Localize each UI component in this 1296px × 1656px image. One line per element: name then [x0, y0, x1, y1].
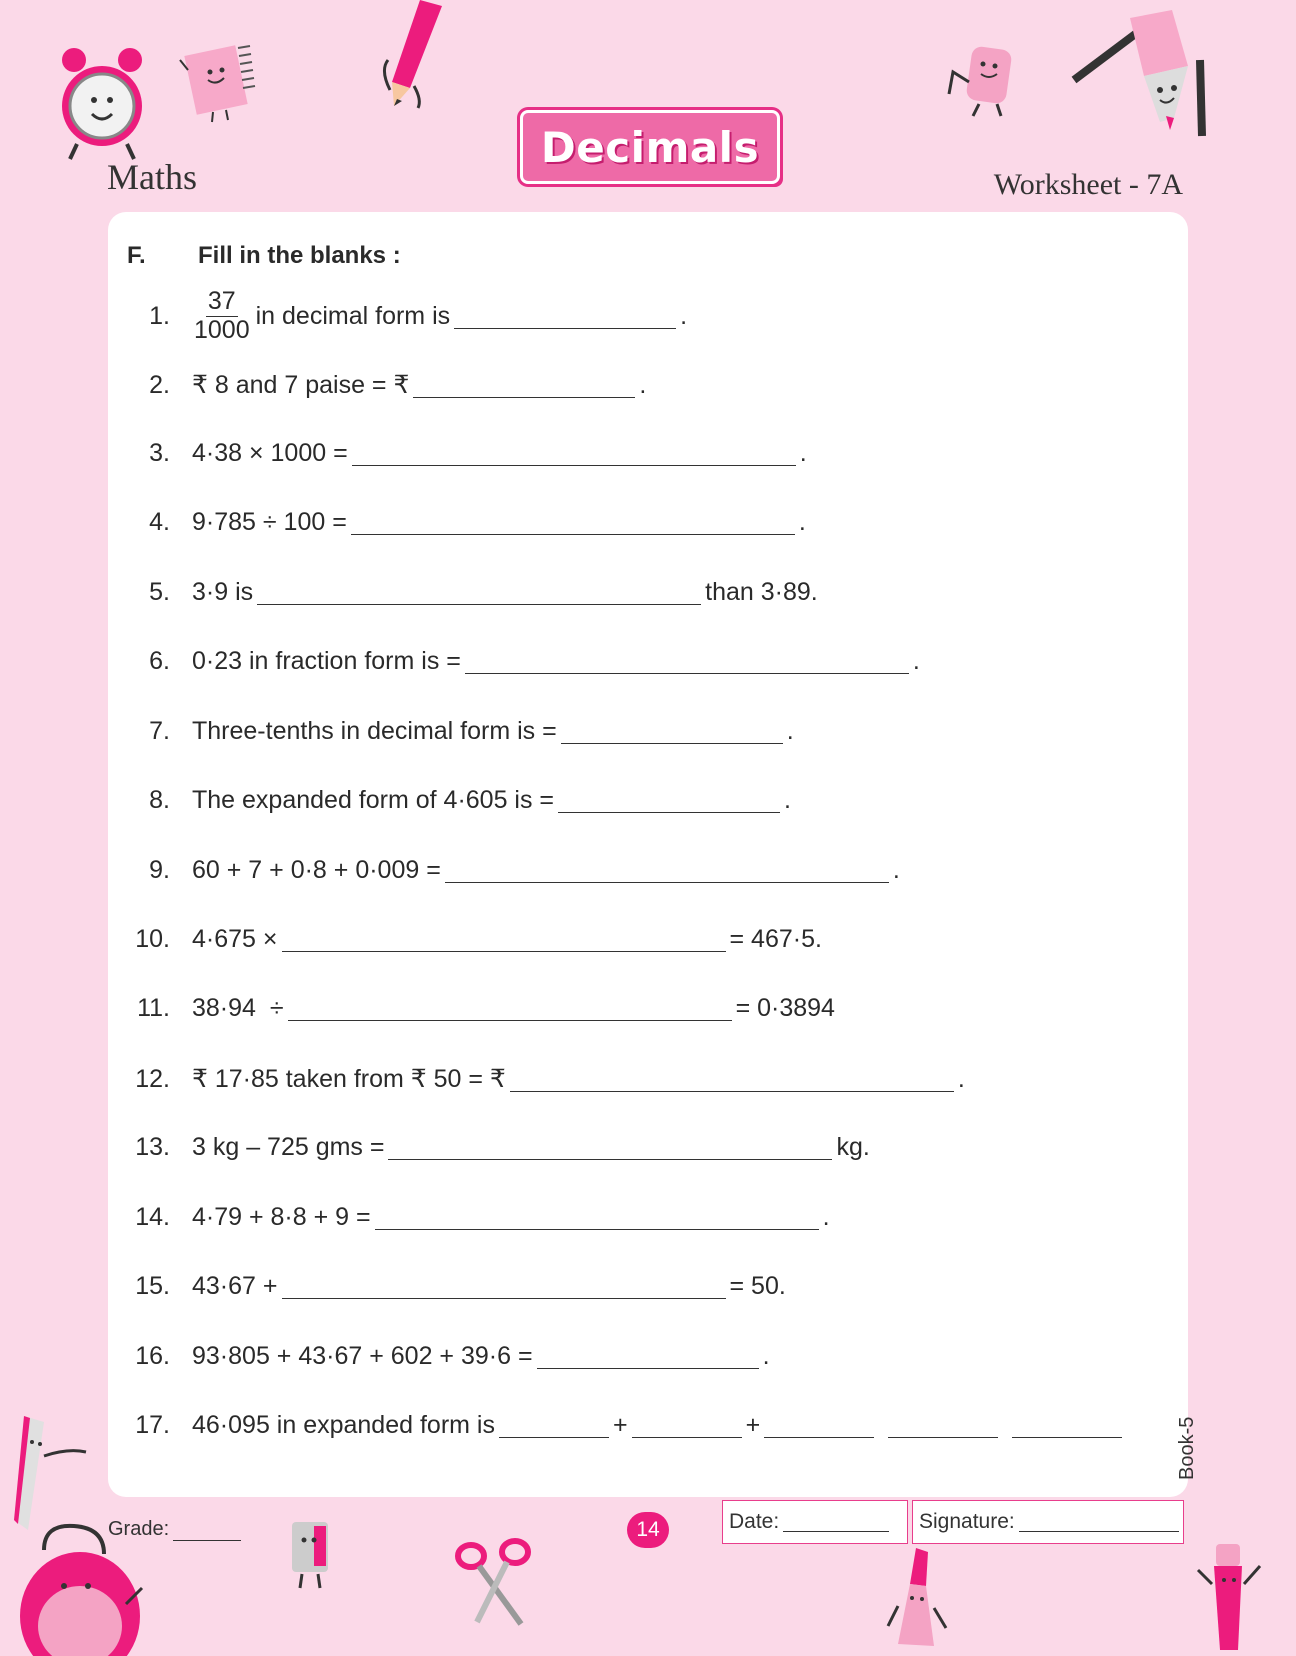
signature-input[interactable] — [1019, 1513, 1179, 1532]
answer-blank[interactable] — [282, 927, 726, 952]
question-text: 93·805 + 43·67 + 602 + 39·6 = — [192, 1342, 533, 1370]
question-16 — [120, 1342, 770, 1371]
question-8 — [120, 786, 791, 815]
question-tail: . — [762, 1342, 770, 1370]
question-9 — [120, 856, 900, 885]
date-label: Date: — [729, 1510, 780, 1533]
question-text: 0·23 in fraction form is = — [192, 647, 461, 675]
grade-input[interactable] — [173, 1522, 241, 1541]
question-number: 12. — [135, 1064, 170, 1093]
answer-blank[interactable] — [288, 996, 732, 1021]
question-5 — [120, 578, 818, 607]
question-tail: = 50. — [729, 1272, 786, 1300]
question-tail: . — [680, 301, 688, 330]
answer-blank[interactable] — [537, 1344, 759, 1369]
sharpener-icon — [284, 1518, 344, 1590]
question-text: 4·675 × — [192, 925, 278, 953]
pen-icon — [1194, 1540, 1268, 1656]
fraction-denominator: 1000 — [194, 315, 250, 344]
question-number: 1. — [149, 301, 170, 330]
title-badge — [520, 110, 780, 184]
pencil-character-icon — [1070, 4, 1210, 140]
question-6 — [120, 647, 920, 676]
question-number: 5. — [149, 578, 170, 606]
notepad-icon — [178, 40, 258, 125]
eraser-icon — [945, 42, 1025, 122]
question-14 — [120, 1203, 830, 1232]
answer-blank[interactable] — [632, 1413, 742, 1438]
question-tail: than 3·89. — [705, 578, 818, 606]
question-tail: . — [639, 370, 647, 399]
question-number: 3. — [149, 439, 170, 467]
question-text: ₹ 8 and 7 paise = ₹ — [192, 371, 410, 399]
question-text: 3 kg – 725 gms = — [192, 1133, 385, 1161]
answer-blank[interactable] — [558, 788, 780, 813]
question-text: 3·9 is — [192, 578, 254, 606]
question-number: 15. — [135, 1272, 170, 1300]
signature-field — [912, 1500, 1184, 1544]
question-tail: kg. — [836, 1133, 870, 1161]
fraction — [192, 288, 252, 344]
question-number: 8. — [149, 786, 170, 814]
question-text: 60 + 7 + 0·8 + 0·009 = — [192, 856, 441, 884]
book-label: Book-5 — [1176, 1416, 1198, 1480]
worksheet-label: Worksheet - 7A — [993, 168, 1183, 201]
question-3 — [120, 439, 807, 468]
question-number: 2. — [149, 370, 170, 399]
answer-blank[interactable] — [465, 649, 909, 674]
question-number: 7. — [149, 717, 170, 745]
answer-blank[interactable] — [888, 1413, 998, 1438]
question-11 — [120, 994, 835, 1023]
question-number: 17. — [135, 1411, 170, 1439]
question-number: 10. — [135, 925, 170, 953]
question-number: 16. — [135, 1342, 170, 1370]
question-7 — [120, 717, 794, 746]
question-1 — [120, 286, 687, 346]
fraction-numerator: 37 — [207, 287, 236, 315]
question-number: 9. — [149, 856, 170, 884]
answer-blank[interactable] — [282, 1274, 726, 1299]
answer-blank[interactable] — [561, 719, 783, 744]
question-2 — [120, 370, 646, 400]
answer-blank[interactable] — [352, 441, 796, 466]
alarm-clock-icon — [52, 44, 152, 164]
plus-sign: + — [612, 1411, 628, 1439]
question-number: 13. — [135, 1133, 170, 1161]
question-13 — [120, 1133, 870, 1162]
question-text: 43·67 + — [192, 1272, 278, 1300]
question-10 — [120, 925, 822, 954]
question-tail: . — [798, 508, 806, 536]
question-tail: . — [799, 439, 807, 467]
question-text: 9·785 ÷ 100 = — [192, 508, 347, 536]
question-text: 46·095 in expanded form is — [192, 1411, 495, 1439]
answer-blank[interactable] — [375, 1205, 819, 1230]
section-title: Fill in the blanks : — [198, 242, 401, 269]
answer-blank[interactable] — [454, 304, 676, 329]
signature-label: Signature: — [919, 1510, 1015, 1533]
question-17 — [120, 1411, 1126, 1440]
answer-blank[interactable] — [257, 580, 701, 605]
answer-blank[interactable] — [510, 1067, 954, 1092]
page-title: Decimals — [540, 122, 760, 172]
grade-label: Grade: — [108, 1518, 170, 1540]
answer-blank[interactable] — [388, 1135, 832, 1160]
worksheet-card — [108, 212, 1188, 1497]
question-tail: = 467·5. — [729, 925, 822, 953]
question-4 — [120, 508, 806, 537]
ruler-icon — [8, 1410, 98, 1535]
answer-blank[interactable] — [1012, 1413, 1122, 1438]
question-tail: . — [786, 717, 794, 745]
question-15 — [120, 1272, 786, 1301]
date-field — [722, 1500, 908, 1544]
plus-sign: + — [745, 1411, 761, 1439]
question-text: The expanded form of 4·605 is = — [192, 786, 555, 814]
question-tail: . — [822, 1203, 830, 1231]
answer-blank[interactable] — [413, 373, 635, 398]
answer-blank[interactable] — [445, 858, 889, 883]
question-tail: . — [892, 856, 900, 884]
question-text: 4·38 × 1000 = — [192, 439, 348, 467]
question-12 — [120, 1064, 965, 1094]
question-number: 4. — [149, 508, 170, 536]
answer-blank[interactable] — [351, 510, 795, 535]
answer-blank[interactable] — [499, 1413, 609, 1438]
question-text: 4·79 + 8·8 + 9 = — [192, 1203, 371, 1231]
subject-label: Maths — [107, 157, 197, 197]
question-tail: . — [784, 786, 791, 814]
question-number: 14. — [135, 1203, 170, 1231]
pencil-icon — [380, 0, 450, 110]
page-number: 14 — [627, 1512, 669, 1548]
question-text: 38·94 ÷ — [192, 994, 284, 1022]
answer-blank[interactable] — [764, 1413, 874, 1438]
question-text: ₹ 17·85 taken from ₹ 50 = ₹ — [192, 1065, 506, 1093]
section-heading — [127, 242, 401, 270]
crayon-icon — [886, 1546, 956, 1656]
question-tail: = 0·3894 — [735, 994, 835, 1022]
question-number: 6. — [149, 647, 170, 675]
question-number: 11. — [137, 994, 170, 1022]
question-tail: . — [912, 647, 920, 675]
question-text: Three-tenths in decimal form is = — [192, 717, 557, 745]
question-tail: . — [957, 1064, 965, 1093]
section-letter: F. — [127, 242, 146, 269]
scissors-icon — [455, 1536, 535, 1631]
date-input[interactable] — [783, 1513, 889, 1532]
question-text: in decimal form is — [255, 301, 451, 330]
grade-field — [108, 1518, 245, 1541]
